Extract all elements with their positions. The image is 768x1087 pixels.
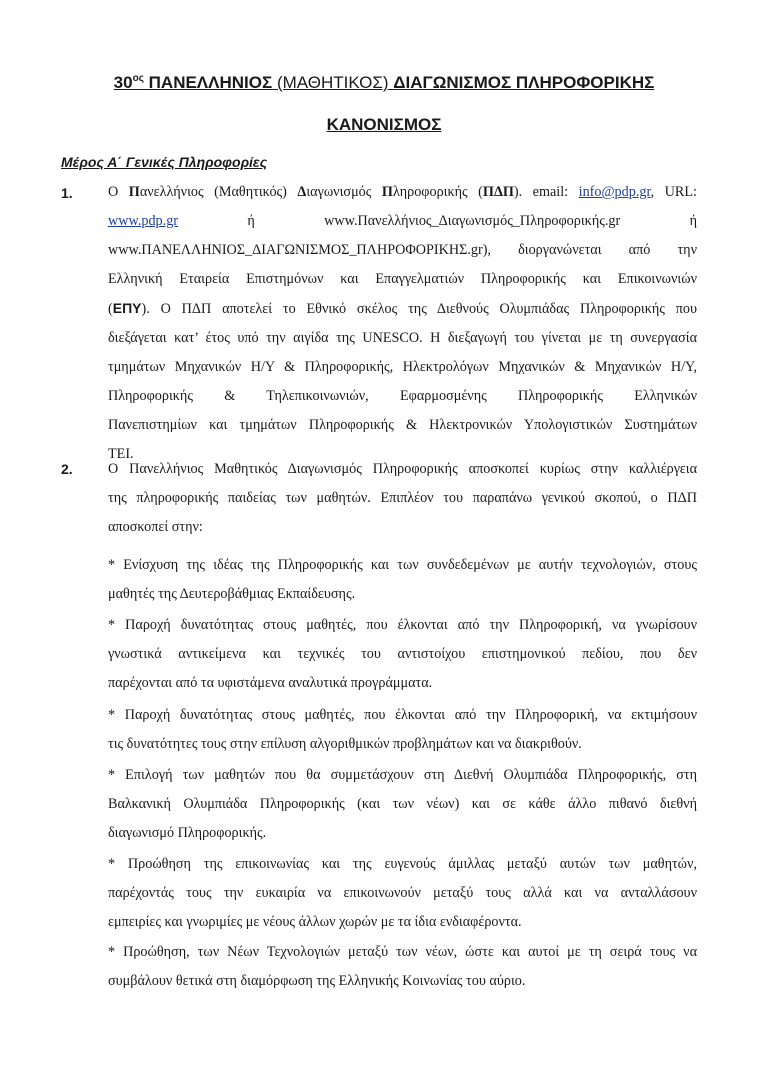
paragraph-line: Βαλκανική Ολυμπιάδα Πληροφορικής (και των νέων) και σε κάθε άλλο πιθανό διεθνή (108, 796, 697, 812)
url-link[interactable]: www.pdp.gr (108, 213, 179, 229)
paragraph-line: Ελληνική Εταιρεία Επιστημόνων και Επαγγελματιών Πληροφορικής και Επικοινωνιών (108, 271, 697, 287)
section-heading: Μέρος Α΄ Γενικές Πληροφορίες (61, 154, 268, 170)
item-number: 1. (61, 185, 73, 201)
paragraph-line: εμπειρίες και γνωριμίες με νέους άλλων χωρών με τα ίδια ενδιαφέροντα. (108, 914, 522, 930)
paragraph-line: Πληροφορικής & Τηλεπικοινωνιών, Εφαρμοσμένης Πληροφορικής Ελληνικών (108, 388, 697, 404)
paragraph-line: www.pdp.gr ή www.Πανελλήνιος_Διαγωνισμός_Πληροφορικής.gr ή (108, 213, 697, 229)
bullet-6 (108, 938, 697, 996)
paragraph-line: διαγωνισμό Πληροφορικής. (108, 825, 267, 841)
paragraph-line: παρέχοντάς τους την ευκαιρία να επικοινωνούν μεταξύ τους αλλά και να ανταλλάσουν (108, 885, 697, 901)
document-title (0, 72, 768, 94)
bullet-4 (108, 761, 697, 848)
bullet-1 (108, 551, 697, 609)
paragraph-line: (ΕΠΥ). Ο ΠΔΠ αποτελεί το Εθνικό σκέλος της Διεθνούς Ολυμπιάδας Πληροφορικής που (108, 300, 697, 317)
paragraph-line: ΤΕΙ. (108, 446, 134, 462)
paragraph-line: παρέχονται από τα υφιστάμενα αναλυτικά προγράμματα. (108, 675, 433, 691)
email-link[interactable]: info@pdp.gr (578, 184, 651, 200)
epy-abbrev: ΕΠΥ (112, 300, 142, 316)
bullet-2 (108, 611, 697, 698)
bullet-3 (108, 701, 697, 759)
paragraph-line: της πληροφορικής παιδείας των μαθητών. Επιπλέον του παραπάνω γενικού σκοπού, ο ΠΔΠ (108, 490, 697, 506)
document-subtitle: ΚΑΝΟΝΙΣΜΟΣ (326, 115, 442, 134)
paragraph-line: www.ΠΑΝΕΛΛΗΝΙΟΣ_ΔΙΑΓΩΝΙΣΜΟΣ_ΠΛΗΡΟΦΟΡΙΚΗΣ.gr), διοργανώνεται από την (108, 242, 697, 258)
paragraph-line: συμβάλουν θετικά στη διαμόρφωση της Ελληνικής Κοινωνίας του αύριο. (108, 973, 526, 989)
paragraph-line: * Προώθηση, των Νέων Τεχνολογιών μεταξύ των νέων, ώστε και αυτοί με τη σειρά τους να (108, 944, 697, 960)
paragraph-line: Πανεπιστημίων και τμημάτων Πληροφορικής & Ηλεκτρονικών Υπολογιστικών Συστημάτων (108, 417, 697, 433)
item-1-paragraph (108, 178, 697, 469)
paragraph-line: * Προώθηση της επικοινωνίας και της ευγενούς άμιλλας μεταξύ αυτών των μαθητών, (108, 856, 697, 872)
bullet-5 (108, 850, 697, 937)
paragraph-line: Ο Πανελλήνιος Μαθητικός Διαγωνισμός Πληροφορικής αποσκοπεί κυρίως στην καλλιέργεια (108, 461, 697, 477)
title-main: $30^{o\varsigma}$ ΠΑΝΕΛΛΗΝΙΟΣ (ΜΑΘΗΤΙΚΟΣ) ΔΙΑΓΩΝΙΣΜΟΣ ΠΛΗΡΟΦΟΡΙΚΗΣ (113, 73, 655, 92)
paragraph-line: διεξάγεται κατ’ έτος υπό την αιγίδα της UNESCO. Η διεξαγωγή του γίνεται με τη συνεργασία (108, 330, 697, 346)
paragraph-line: μαθητές της Δευτεροβάθμιας Εκπαίδευσης. (108, 586, 356, 602)
item-2-paragraph (108, 455, 697, 542)
paragraph-line: * Ενίσχυση της ιδέας της Πληροφορικής και των συνδεδεμένων με αυτήν τεχνολογιών, στους (108, 557, 697, 573)
paragraph-line: Ο Πανελλήνιος (Μαθητικός) Διαγωνισμός Πληροφορικής (ΠΔΠ). email: info@pdp.gr, URL: (108, 184, 697, 200)
paragraph-line: * Επιλογή των μαθητών που θα συμμετάσχουν στη Διεθνή Ολυμπιάδα Πληροφορικής, στη (108, 767, 697, 783)
paragraph-line: τις δυνατότητες τους στην επίλυση αλγοριθμικών προβλημάτων και να διακριθούν. (108, 736, 582, 752)
paragraph-line: αποσκοπεί στην: (108, 519, 203, 535)
paragraph-line: γνωστικά αντικείμενα και τεχνικές του αντιστοίχου επιστημονικού πεδίου, που δεν (108, 646, 697, 662)
paragraph-line: τμημάτων Μηχανικών Η/Υ & Πληροφορικής, Ηλεκτρολόγων Μηχανικών & Μηχανικών Η/Υ, (108, 359, 697, 375)
paragraph-line: * Παροχή δυνατότητας στους μαθητές, που έλκονται από την Πληροφορική, να γνωρίσουν (108, 617, 697, 633)
item-number: 2. (61, 461, 73, 477)
paragraph-line: * Παροχή δυνατότητας στους μαθητές, που έλκονται από την Πληροφορική, να εκτιμήσουν (108, 707, 697, 723)
